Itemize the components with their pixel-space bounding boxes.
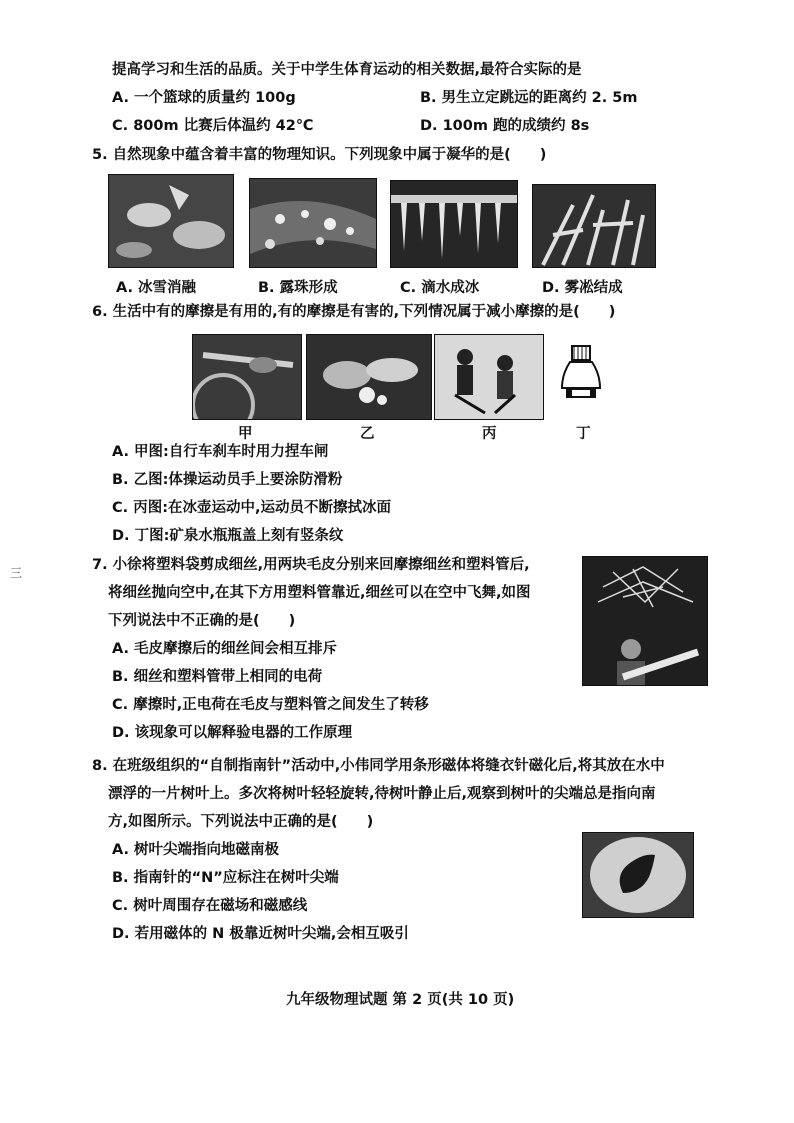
q8-stem-line-3: 方,如图所示。下列说法中正确的是( ) <box>108 814 374 830</box>
q7-stem-line-3: 下列说法中不正确的是( ) <box>108 613 296 629</box>
page-footer: 九年级物理试题 第 2 页(共 10 页) <box>286 992 515 1008</box>
q6-caption-yi: 乙 <box>360 426 375 442</box>
q6-stem: 6. 生活中有的摩擦是有用的,有的摩擦是有害的,下列情况属于减小摩擦的是( ) <box>92 304 616 320</box>
q6-caption-ding: 丁 <box>576 426 591 442</box>
q7-option-c: C. 摩擦时,正电荷在毛皮与塑料管之间发生了转移 <box>112 697 429 713</box>
leaf-compass-photo <box>582 832 694 918</box>
q6-option-a: A. 甲图:自行车刹车时用力捏车闸 <box>112 444 329 460</box>
q4-option-d: D. 100m 跑的成绩约 8s <box>420 118 590 134</box>
rime-photo <box>532 184 656 268</box>
q5-caption-b: B. 露珠形成 <box>258 280 338 296</box>
dew-photo <box>249 178 377 268</box>
q4-stem-tail: 提高学习和生活的品质。关于中学生体育运动的相关数据,最符合实际的是 <box>112 62 582 78</box>
q8-option-c: C. 树叶周围存在磁场和磁感线 <box>112 898 308 914</box>
bottle-cap-drawing <box>558 344 604 410</box>
chalk-hands-photo <box>306 334 432 420</box>
q8-option-b: B. 指南针的“N”应标注在树叶尖端 <box>112 870 339 886</box>
bike-brake-photo <box>192 334 302 420</box>
q5-stem: 5. 自然现象中蕴含着丰富的物理知识。下列现象中属于凝华的是( ) <box>92 147 547 163</box>
q5-caption-d: D. 雾凇结成 <box>542 280 623 296</box>
q8-option-a: A. 树叶尖端指向地磁南极 <box>112 842 280 858</box>
q7-option-a: A. 毛皮摩擦后的细丝间会相互排斥 <box>112 641 338 657</box>
margin-mark: 三 <box>10 566 23 580</box>
q6-option-c: C. 丙图:在冰壶运动中,运动员不断擦拭冰面 <box>112 500 392 516</box>
ice-melting-photo <box>108 174 234 268</box>
q7-option-b: B. 细丝和塑料管带上相同的电荷 <box>112 669 323 685</box>
q4-option-c: C. 800m 比赛后体温约 42℃ <box>112 118 314 134</box>
q8-stem-line-1: 8. 在班级组织的“自制指南针”活动中,小伟同学用条形磁体将缝衣针磁化后,将其放在水中 <box>92 758 665 774</box>
q6-caption-jia: 甲 <box>238 426 253 442</box>
q7-option-d: D. 该现象可以解释验电器的工作原理 <box>112 725 353 741</box>
q5-caption-a: A. 冰雪消融 <box>116 280 197 296</box>
q6-option-d: D. 丁图:矿泉水瓶瓶盖上刻有竖条纹 <box>112 528 344 544</box>
q6-option-b: B. 乙图:体操运动员手上要涂防滑粉 <box>112 472 343 488</box>
q5-caption-c: C. 滴水成冰 <box>400 280 480 296</box>
q8-stem-line-2: 漂浮的一片树叶上。多次将树叶轻轻旋转,待树叶静止后,观察到树叶的尖端总是指向南 <box>108 786 656 802</box>
curling-photo <box>434 334 544 420</box>
q4-option-b: B. 男生立定跳远的距离约 2. 5m <box>420 90 638 106</box>
q7-stem-line-1: 7. 小徐将塑料袋剪成细丝,用两块毛皮分别来回摩擦细丝和塑料管后, <box>92 557 530 573</box>
q7-stem-line-2: 将细丝抛向空中,在其下方用塑料管靠近,细丝可以在空中飞舞,如图 <box>108 585 531 601</box>
q8-option-d: D. 若用磁体的 N 极靠近树叶尖端,会相互吸引 <box>112 926 409 942</box>
icicles-photo <box>390 180 518 268</box>
q4-option-a: A. 一个篮球的质量约 100g <box>112 90 296 106</box>
q6-caption-bing: 丙 <box>482 426 497 442</box>
floating-strands-photo <box>582 556 708 686</box>
